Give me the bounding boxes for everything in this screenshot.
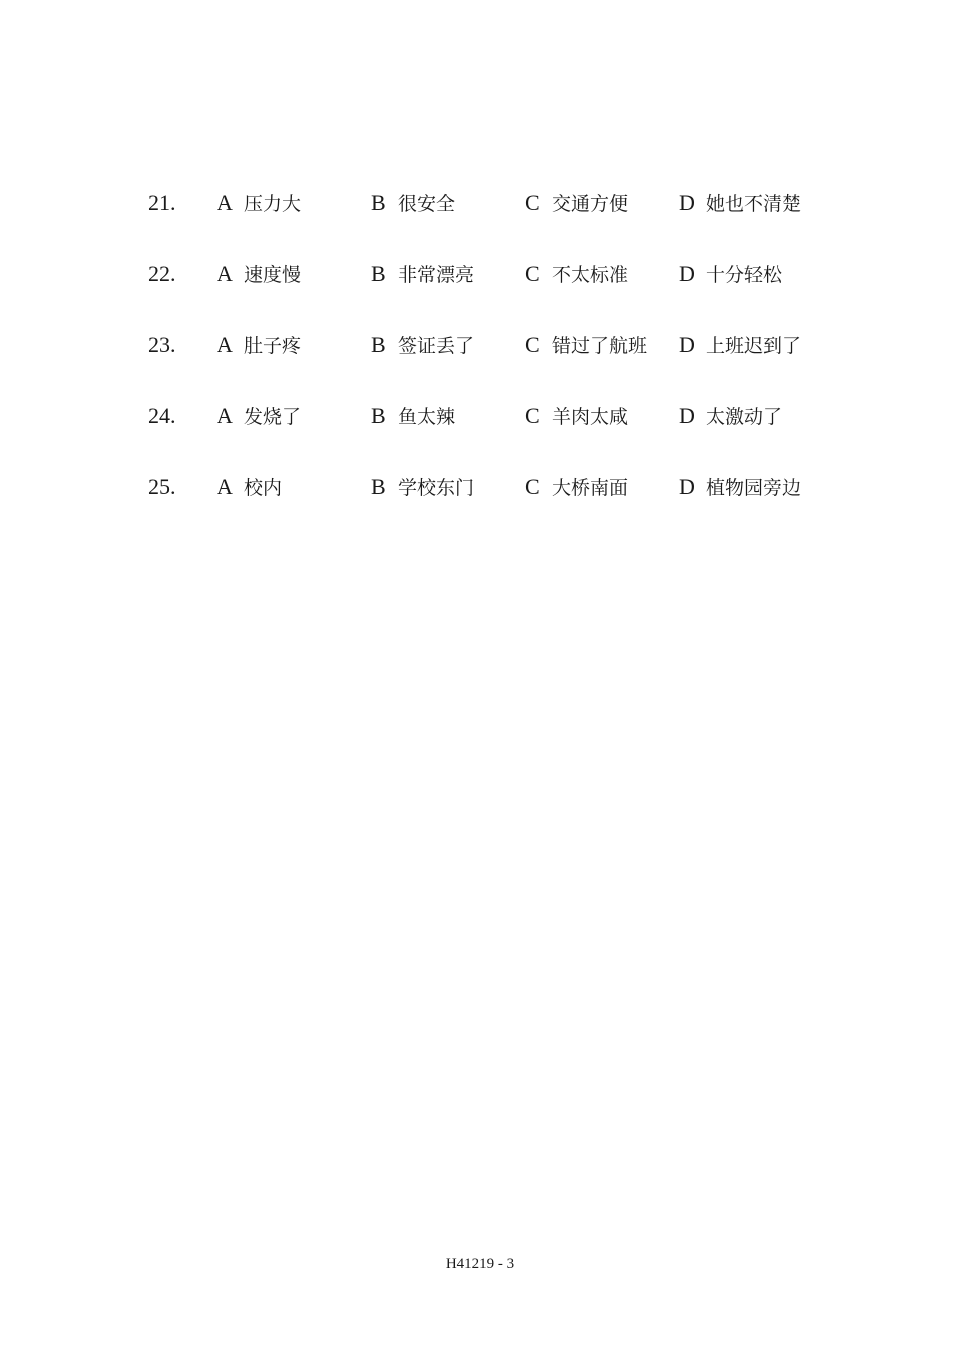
option-a: [217, 325, 301, 365]
question-number: 23.: [148, 332, 176, 357]
option-text: 非常漂亮: [398, 264, 475, 286]
option-text: 她也不清楚: [706, 193, 802, 215]
option-letter: B: [371, 190, 386, 215]
option-c: [525, 325, 647, 365]
option-letter: D: [679, 261, 695, 286]
question-row-22: [0, 254, 960, 294]
option-text: 错过了航班: [552, 335, 648, 357]
option-text: 植物园旁边: [706, 477, 802, 499]
option-c: [525, 467, 628, 507]
page-code: H41219 - 3: [445, 1256, 515, 1272]
question-number: 22.: [148, 261, 176, 286]
option-letter: C: [525, 403, 540, 428]
option-letter: A: [217, 474, 233, 499]
option-text: 大桥南面: [552, 477, 629, 499]
option-letter: D: [679, 332, 695, 357]
option-letter: D: [679, 474, 695, 499]
option-letter: B: [371, 474, 386, 499]
option-text: 交通方便: [552, 193, 629, 215]
option-d: [679, 254, 782, 294]
question-row-24: [0, 396, 960, 436]
question-row-25: [0, 467, 960, 507]
option-text: 签证丢了: [398, 335, 475, 357]
option-text: 速度慢: [244, 264, 302, 286]
option-c: [525, 183, 628, 223]
option-letter: C: [525, 261, 540, 286]
option-a: [217, 183, 301, 223]
option-letter: A: [217, 261, 233, 286]
page-footer: [0, 1256, 960, 1273]
question-number: 25.: [148, 474, 176, 499]
option-b: [371, 183, 455, 223]
option-text: 肚子疼: [244, 335, 302, 357]
option-letter: C: [525, 190, 540, 215]
option-text: 羊肉太咸: [552, 406, 629, 428]
option-text: 十分轻松: [706, 264, 783, 286]
option-d: [679, 183, 801, 223]
option-text: 不太标准: [552, 264, 629, 286]
option-text: 校内: [244, 477, 283, 499]
question-number: 24.: [148, 403, 176, 428]
option-b: [371, 325, 474, 365]
option-text: 上班迟到了: [706, 335, 802, 357]
option-letter: A: [217, 403, 233, 428]
option-d: [679, 467, 801, 507]
option-letter: D: [679, 190, 695, 215]
option-a: [217, 396, 301, 436]
option-b: [371, 467, 474, 507]
option-letter: A: [217, 332, 233, 357]
option-text: 鱼太辣: [398, 406, 456, 428]
question-row-21: [0, 183, 960, 223]
option-letter: B: [371, 332, 386, 357]
option-c: [525, 396, 628, 436]
option-letter: D: [679, 403, 695, 428]
option-letter: B: [371, 403, 386, 428]
option-c: [525, 254, 628, 294]
option-text: 压力大: [244, 193, 302, 215]
option-letter: C: [525, 474, 540, 499]
option-a: [217, 467, 282, 507]
option-letter: C: [525, 332, 540, 357]
option-letter: B: [371, 261, 386, 286]
question-row-23: [0, 325, 960, 365]
option-text: 很安全: [398, 193, 456, 215]
option-a: [217, 254, 301, 294]
option-b: [371, 254, 474, 294]
option-text: 学校东门: [398, 477, 475, 499]
option-d: [679, 396, 782, 436]
option-text: 发烧了: [244, 406, 302, 428]
question-number: 21.: [148, 190, 176, 215]
option-letter: A: [217, 190, 233, 215]
option-b: [371, 396, 455, 436]
option-text: 太激动了: [706, 406, 783, 428]
option-d: [679, 325, 801, 365]
